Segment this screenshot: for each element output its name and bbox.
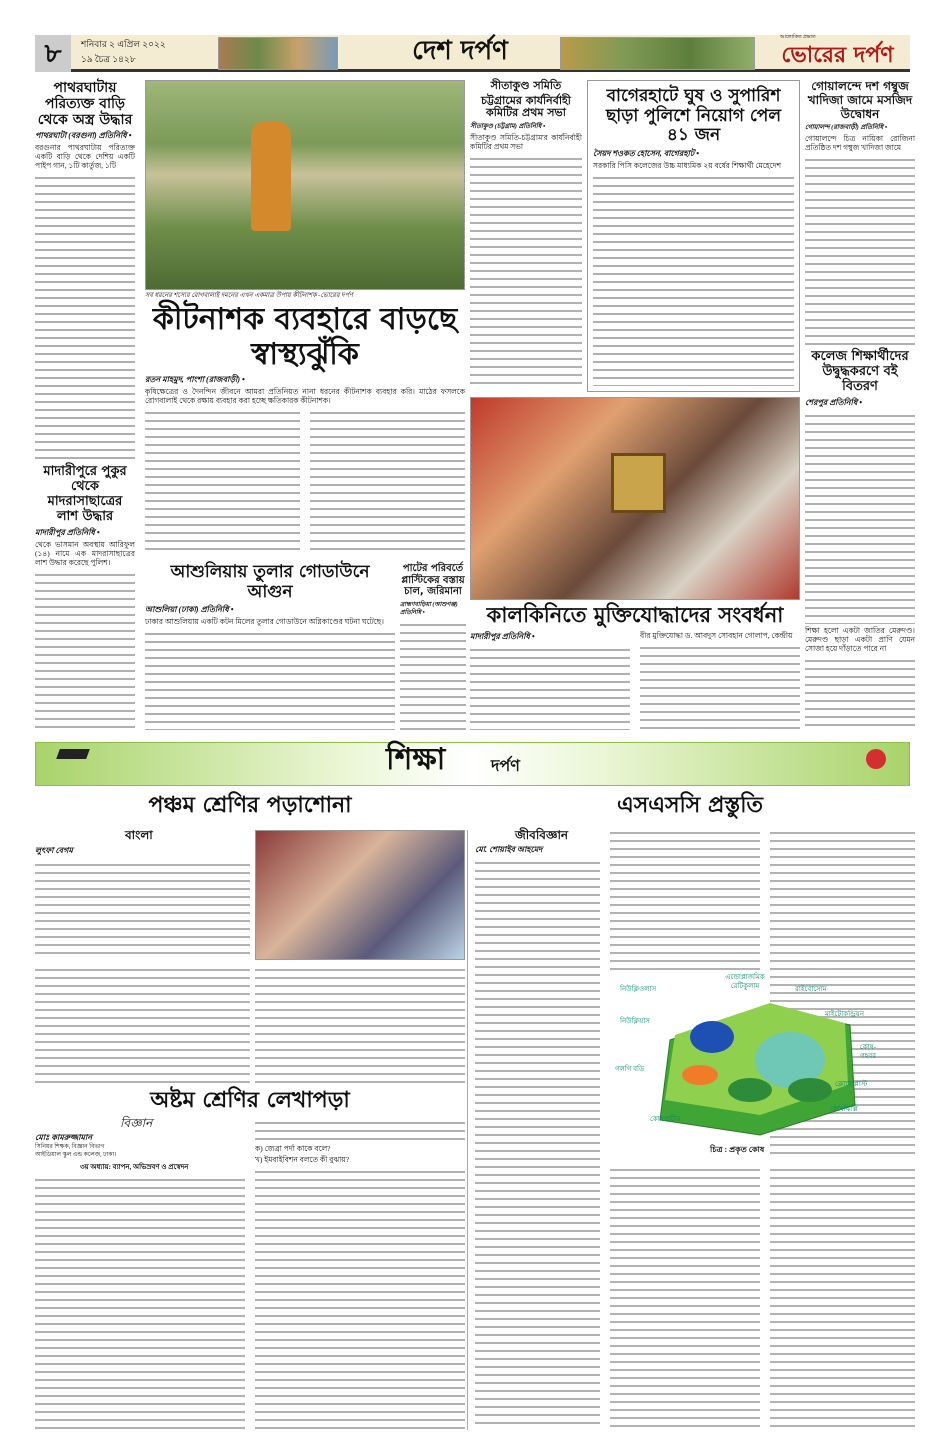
banner-subtitle: দর্পণ (491, 756, 520, 775)
farmer-spraying-photo (145, 80, 465, 290)
headline: আশুলিয়ায় তুলার গোডাউনে আগুন (170, 562, 370, 602)
author: মোঃ কামরুজ্জামান (35, 1133, 93, 1142)
story (470, 80, 582, 390)
photo-caption: সব ধরনের শস্যের রোগবালাই দমনের এখন একমাত্র উপায় কীটনাশক -ভোরের দর্পণ (145, 292, 353, 299)
cell-label: কোষপ্রাচীর (650, 1115, 681, 1123)
cell-label: নিউক্লিওলাস (620, 985, 657, 993)
chapter-title: ৩য় অধ্যায়: ব্যাপন, অভিস্রবণ ও প্রস্বেদন (80, 1163, 189, 1171)
story-text: বীর মুক্তিযোদ্ধা ড. আবদুস সোবহান গোলাপ, কেন্দ্রীয় (640, 631, 793, 641)
page-number: ৮ (35, 35, 71, 72)
subject-heading: জীববিজ্ঞান (515, 828, 569, 842)
story (145, 563, 395, 730)
cell-label: মাইটোকন্ড্রিয়ন (825, 1010, 865, 1018)
byline: শেরপুর প্রতিনিধি • (805, 397, 863, 407)
date-line-bangla: ১৯ চৈত্র ১৪২৮ (81, 54, 136, 64)
cell-label: গলগি বডি (615, 1065, 645, 1073)
section-title: দেশ দর্পণ (412, 36, 508, 66)
ssc-left-column (475, 828, 600, 1430)
class8-right-column (255, 1118, 465, 1430)
author-school: আইডিয়াল স্কুল এন্ড কলেজ, ঢাকা। (35, 1152, 117, 1158)
author-role: সিনিয়র শিক্ষক, বিজ্ঞান বিভাগ (35, 1144, 105, 1150)
question-a: ক) জেব্রা পর্দা কাকে বলে? (255, 1144, 331, 1153)
story (805, 80, 915, 345)
section-heading: এসএসসি প্রস্তুতি (616, 793, 764, 818)
question-b: খ) ইমবাইবিশন বলতে কী বুঝায়? (255, 1155, 350, 1164)
headline: কালকিনিতে মুক্তিযোদ্ধাদের সংবর্ধনা (486, 603, 784, 627)
section-heading: অষ্টম শ্রেণির লেখাপড়া (150, 1088, 350, 1113)
byline: সৈয়দ শওকত হোসেন, বাগেরহাট • (593, 148, 700, 158)
award-ceremony-photo (470, 397, 800, 600)
story-text: বরগুনার পাথরঘাটায় পরিত্যক্ত একটি বাড়ি থেকে দেশিয় একটি পাইপ গান, ১টি কার্তুজ, ১টি (35, 143, 135, 171)
headline: চট্টগ্রামের কার্যনির্বাহী কমিটির প্রথম সভা (481, 93, 571, 120)
cell-label: রাইবোসোম (795, 985, 827, 993)
headline: গোয়ালন্দে দশ গম্বুজ খাদিজা জামে মসজিদ উদ্বোধন (807, 79, 913, 121)
cell-label: এন্ডোপ্লাজমিক রেটিকুলাম (725, 973, 765, 990)
byline: পাথরঘাটা (বরগুনা) প্রতিনিধি • (35, 131, 132, 141)
story (35, 465, 135, 730)
story-text: সরকারি পিসি কলেজের উচ্চ মাধ্যমিক ২য় বর্ষের শিক্ষার্থী মেহেদেশ (593, 160, 782, 170)
masthead (35, 35, 910, 72)
header-photo-strip-right (560, 37, 755, 70)
byline: মাদারীপুর প্রতিনিধি • (35, 527, 100, 537)
byline: মাদারীপুর প্রতিনিধি • (470, 632, 535, 642)
author: মো. শোয়াইব আহমেদ (475, 845, 543, 854)
story (470, 603, 800, 730)
subject-heading: বিজ্ঞান (120, 1116, 153, 1130)
story-text: সীতাকুণ্ড সমিতি-চট্টগ্রাম'র কার্যনির্বাহী কমিটির প্রথম সভা (470, 132, 582, 151)
header-photo-strip-left (218, 37, 338, 70)
story-box (587, 80, 800, 392)
story-text: ঢাকার আশুলিয়ায় একটি কটন মিলের তুলার গোডাউনে অগ্নিকাণ্ডের ঘটনা ঘটেছে। (145, 617, 384, 627)
banner-title: শিক্ষা (386, 742, 446, 777)
graduation-cap-icon (56, 749, 90, 759)
headline: মাদারীপুরে পুকুর থেকে মাদরাসাছাত্রের লাশ উদ্ধার (43, 464, 127, 524)
headline-kicker: সীতাকুণ্ড সমিতি (490, 79, 562, 92)
headline: বাগেরহাটে ঘুষ ও সুপারিশ ছাড়া পুলিশে নিয়োগ পেল ৪১ জন (605, 86, 782, 146)
cell-label: নিউক্লিয়াস (620, 1017, 650, 1025)
cell-label: কোষঝিল্লি (830, 1105, 858, 1113)
byline: আশুলিয়া (ঢাকা) প্রতিনিধি • (145, 605, 234, 615)
education-banner (35, 742, 910, 786)
byline: রতন মাহমুদ, পাংশা (রাজবাড়ী) • (145, 375, 245, 384)
story-text: থেকে ভাসমান অবস্থায় আরিফুল (১৪) নামে এক মাদরাসাছাত্রের লাশ উদ্ধার করেছে পুলিশ। (35, 539, 135, 567)
story (805, 350, 915, 730)
story-main (145, 303, 465, 555)
story (400, 563, 466, 730)
byline: গোয়ালন্দ (রাজবাড়ী) প্রতিনিধি • (805, 124, 888, 132)
byline: সীতাকুণ্ড (চট্টগ্রাম) প্রতিনিধি • (470, 122, 546, 130)
plant-cell-diagram (615, 973, 880, 1160)
students-computer-photo (255, 830, 465, 960)
byline: ব্রাহ্মণবাড়িয়া (আশুগঞ্জ) প্রতিনিধি • (400, 601, 458, 616)
apple-icon (866, 749, 886, 769)
story-text: গোয়ালন্দে চিত্র নায়িকা রোজিনা প্রতিষ্ঠিত দশ গম্বুজ খাদিজা জামে (805, 134, 915, 153)
story (35, 80, 135, 460)
cell-label: ক্লোরোপ্লাস্ট (835, 1080, 868, 1088)
logo-tag: আলোকিত প্রভাত (780, 35, 816, 40)
cell-label: কোষ-গহবর (860, 1043, 877, 1060)
date-line: শনিবার ২ এপ্রিল ২০২২ (81, 39, 166, 49)
headline: পাটের পরিবর্তে প্লাস্টিকের বস্তায় চাল, জরিমানা (401, 563, 465, 597)
subject-heading: বাংলা (125, 828, 153, 842)
headline: পাথরঘাটায় পরিত্যক্ত বাড়ি থেকে অস্ত্র উদ্ধার (37, 80, 133, 129)
section-heading: পঞ্চম শ্রেণির পড়াশোনা (148, 793, 352, 818)
headline: কলেজ শিক্ষার্থীদের উদ্বুদ্ধকরণে বই বিতরণ (811, 349, 909, 394)
class8-left-column (35, 1116, 245, 1430)
headline-main: কীটনাশক ব্যবহারে বাড়ছে স্বাস্থ্যঝুঁকি (152, 302, 458, 372)
diagram-caption: চিত্র : প্রকৃত কোষ (710, 1145, 765, 1154)
story-text: শিক্ষা হলো একটা জাতির মেরুদণ্ড। মেরুদণ্ড ছাড়া একটা প্রাণি যেমন সোজা হয়ে দাঁড়াতে পারে না (805, 625, 915, 653)
newspaper-logo: ভোরের দর্পণ (781, 43, 894, 68)
story-text: কৃষিক্ষেত্রের ও দৈনন্দিন জীবনে আমরা প্রতিনিয়ত নানা ধরনের কীটনাশক ব্যবহার করি। মাঠের ফসলকে রোগবালাই থেকে রক্ষায় ব্যবহার করা হচ্ছে ক্ষতিকারক কীটনাশক। (145, 387, 465, 405)
author: লুৎফা বেগম (35, 846, 73, 855)
